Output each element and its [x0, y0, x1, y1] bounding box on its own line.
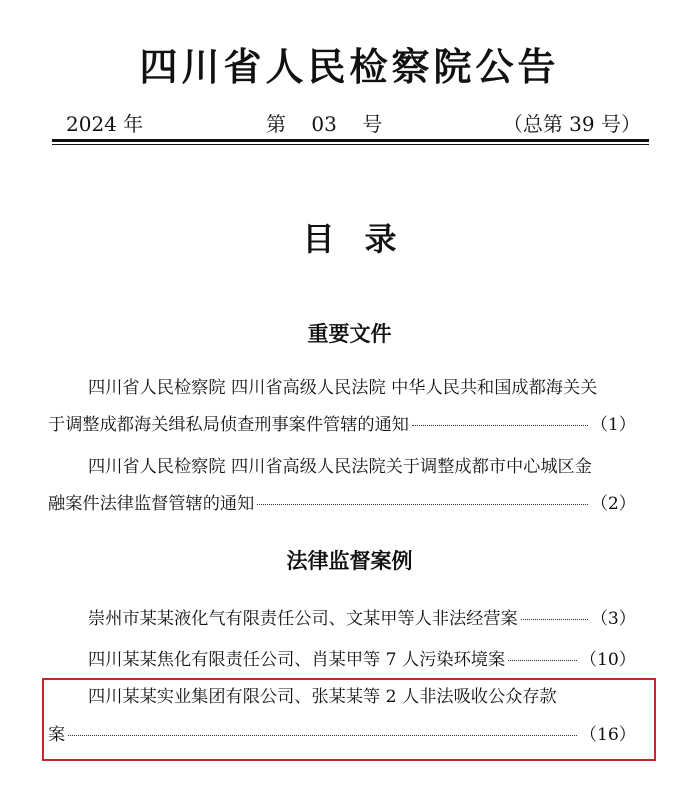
toc-entry-text: 案: [48, 725, 66, 745]
dot-leader: [412, 424, 588, 426]
toc-entry-line[interactable]: 四川省人民检察院 四川省高级人民法院关于调整成都市中心城区金: [88, 457, 592, 477]
toc-title: 目录: [302, 220, 427, 258]
toc-page-number: （10）: [579, 650, 636, 670]
toc-entry-text: 融案件法律监督管辖的通知: [48, 494, 255, 514]
issue-line: [66, 108, 641, 138]
toc-entry-line[interactable]: 四川某某实业集团有限公司、张某某等 2 人非法吸收公众存款: [88, 687, 557, 707]
section-heading-legal-supervision-cases: 法律监督案例: [286, 549, 413, 573]
toc-entry-text: 四川某某焦化有限责任公司、肖某甲等 7 人污染环境案: [88, 650, 506, 670]
dot-leader: [521, 618, 588, 620]
section-heading-important-documents: 重要文件: [307, 322, 392, 346]
toc-entry[interactable]: [88, 645, 636, 670]
dot-leader: [257, 503, 587, 505]
toc-page-number: （3）: [590, 609, 636, 629]
dot-leader: [508, 659, 577, 661]
issue-number: 第 03 号: [266, 112, 383, 136]
toc-entry-text: 崇州市某某液化气有限责任公司、文某甲等人非法经营案: [88, 609, 518, 629]
toc-page-number: （16）: [579, 725, 636, 745]
bulletin-title: 四川省人民检察院公告: [139, 45, 560, 89]
highlight-box: [42, 678, 656, 761]
toc-entry[interactable]: [88, 604, 636, 629]
header-rule-thick: [52, 139, 649, 142]
issue-total-number: （总第 39 号）: [502, 112, 641, 136]
header-rule-thin: [52, 144, 649, 145]
toc-entry-line[interactable]: 四川省人民检察院 四川省高级人民法院 中华人民共和国成都海关关: [88, 378, 598, 398]
toc-page-number: （1）: [590, 415, 636, 435]
toc-entry-text: 于调整成都海关缉私局侦查刑事案件管辖的通知: [48, 415, 409, 435]
toc-page-number: （2）: [590, 494, 636, 514]
toc-entry[interactable]: [48, 410, 636, 435]
issue-year: 2024 年: [66, 112, 144, 136]
toc-entry[interactable]: [48, 489, 636, 514]
